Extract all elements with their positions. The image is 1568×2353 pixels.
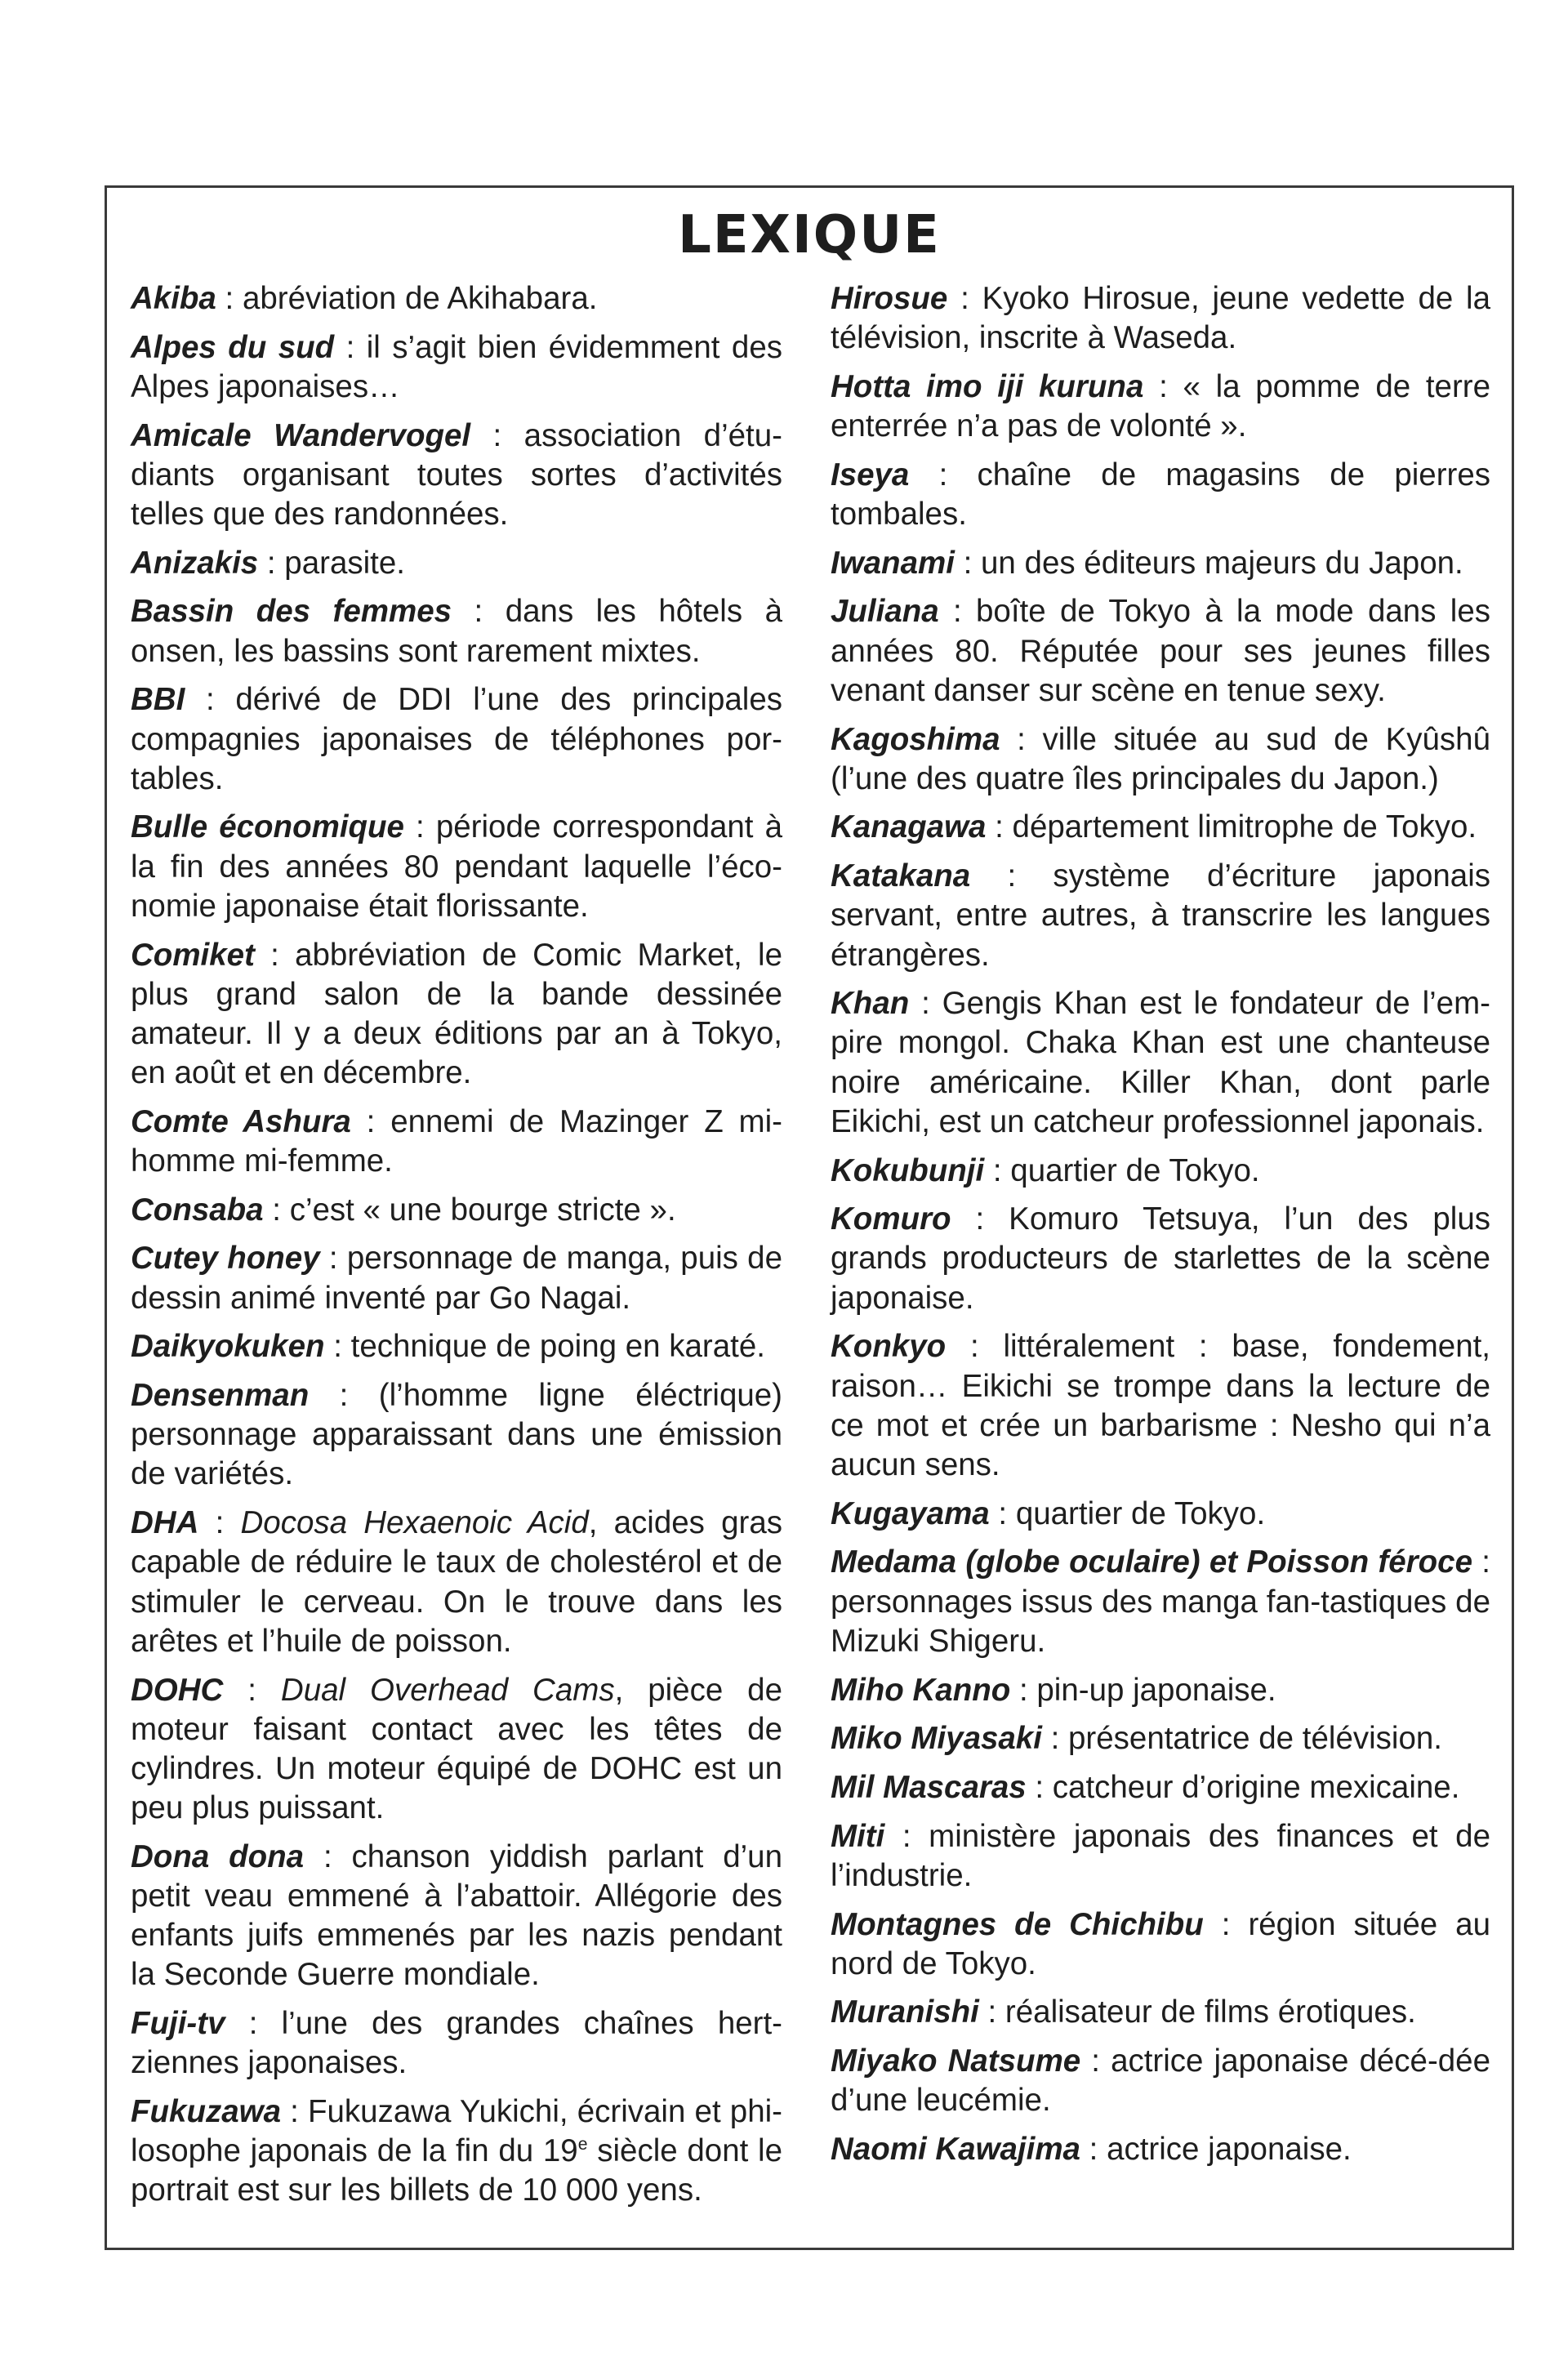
glossary-definition: abbréviation de Comic Market, le plus grand salon de la bande dessinée amateur. Il y a deux éditions par an à Tokyo, en août et en décembre. bbox=[131, 937, 783, 1091]
glossary-definition: période correspondant à la fin des années 80 pendant laquelle l’éco-nomie japonaise était florissante. bbox=[131, 809, 782, 924]
glossary-definition: système d’écriture japonais servant, entre autres, à transcrire les langues étrangères. bbox=[831, 858, 1491, 973]
separator: : bbox=[909, 457, 978, 492]
glossary-term: Bulle économique bbox=[131, 809, 404, 845]
glossary-entry bbox=[831, 1543, 1490, 1661]
glossary-term: Miho Kanno bbox=[831, 1672, 1011, 1708]
glossary-entry bbox=[831, 1327, 1490, 1485]
glossary-entry bbox=[831, 368, 1490, 446]
glossary-entry bbox=[831, 1671, 1490, 1710]
glossary-definition: ennemi de Mazinger Z mi-homme mi-femme. bbox=[131, 1103, 783, 1179]
separator: : bbox=[1143, 368, 1183, 404]
glossary-term: Miti bbox=[831, 1818, 885, 1854]
glossary-definition: abréviation de Akihabara. bbox=[242, 281, 598, 316]
separator: : bbox=[216, 281, 243, 316]
glossary-entry bbox=[131, 680, 782, 799]
right-column bbox=[831, 279, 1490, 2179]
glossary-entry bbox=[831, 1905, 1490, 1984]
separator: : bbox=[225, 2006, 282, 2042]
italic-expansion: Docosa Hexaenoic Acid bbox=[240, 1505, 589, 1541]
separator: : bbox=[951, 1201, 1009, 1237]
superscript: e bbox=[577, 2135, 588, 2155]
glossary-definition: quartier de Tokyo. bbox=[1015, 1495, 1266, 1531]
separator: : bbox=[309, 1378, 379, 1414]
glossary-term: Kanagawa bbox=[831, 809, 987, 845]
separator: : bbox=[334, 329, 367, 365]
separator: : bbox=[1026, 1769, 1053, 1805]
glossary-term: Comiket bbox=[131, 937, 255, 973]
glossary-term: Daikyokuken bbox=[131, 1329, 325, 1365]
separator: : bbox=[185, 682, 236, 718]
glossary-term: Kugayama bbox=[831, 1495, 990, 1531]
glossary-definition: parasite. bbox=[284, 545, 405, 581]
glossary-term: Comte Ashura bbox=[131, 1103, 351, 1139]
glossary-definition: région située au nord de Tokyo. bbox=[831, 1906, 1491, 1981]
separator: : bbox=[1010, 1672, 1037, 1708]
glossary-entry bbox=[831, 1152, 1490, 1191]
glossary-entry bbox=[831, 1993, 1490, 2032]
glossary-term: Mil Mascaras bbox=[831, 1769, 1027, 1805]
glossary-entry bbox=[131, 1103, 782, 1181]
separator: : bbox=[258, 545, 285, 581]
separator: : bbox=[970, 858, 1054, 894]
glossary-entry bbox=[131, 936, 782, 1094]
glossary-definition: Gengis Khan est le fondateur de l’em-pire mongol. Chaka Khan est une chanteuse noire américaine. Killer Khan, dont parle Eikichi, est un catcheur professionnel japonais. bbox=[831, 986, 1490, 1139]
glossary-definition: association d’étu-diants organisant toutes sortes d’activités telles que des randonnées. bbox=[131, 417, 782, 533]
glossary-entry bbox=[831, 808, 1490, 847]
glossary-definition: dérivé de DDI l’une des principales compagnies japonaises de téléphones por-tables. bbox=[131, 682, 782, 796]
glossary-definition: technique de poing en karaté. bbox=[350, 1329, 765, 1365]
glossary-entry bbox=[831, 544, 1490, 583]
glossary-entry bbox=[131, 1191, 782, 1230]
glossary-term: Hirosue bbox=[831, 281, 948, 316]
glossary-term: Fukuzawa bbox=[131, 2094, 281, 2130]
glossary-term: Katakana bbox=[831, 858, 971, 894]
glossary-term: Komuro bbox=[831, 1201, 951, 1237]
glossary-term: Kagoshima bbox=[831, 721, 1000, 757]
glossary-definition: personnage de manga, puis de dessin animé inventé par Go Nagai. bbox=[131, 1241, 783, 1316]
glossary-term: Alpes du sud bbox=[131, 329, 335, 365]
glossary-definition: département limitrophe de Tokyo. bbox=[1012, 809, 1477, 845]
glossary-term: Consaba bbox=[131, 1192, 264, 1228]
glossary-definition: chanson yiddish parlant d’un petit veau emmené à l’abattoir. Allégorie des enfants juifs emmenés par les nazis pendant la Seconde Guerre mondiale. bbox=[131, 1838, 782, 1993]
glossary-entry bbox=[831, 1495, 1490, 1534]
glossary-definition: , acides gras capable de réduire le taux de cholestérol et de stimuler le cerveau. On le trouve dans les arêtes et l’huile de poisson. bbox=[131, 1505, 782, 1659]
glossary-entry bbox=[831, 2042, 1490, 2120]
separator: : bbox=[280, 2094, 308, 2130]
glossary-definition: , pièce de moteur faisant contact avec les têtes de cylindres. Un moteur équipé de DOHC est un peu plus puissant. bbox=[131, 1672, 782, 1826]
glossary-entry bbox=[831, 279, 1490, 358]
glossary-entry bbox=[131, 1671, 782, 1829]
glossary-term: Naomi Kawajima bbox=[831, 2132, 1080, 2168]
glossary-definition: réalisateur de films érotiques. bbox=[1004, 1994, 1416, 2030]
glossary-definition: pin-up japonaise. bbox=[1036, 1672, 1276, 1708]
glossary-entry bbox=[831, 456, 1490, 534]
glossary-definition: chaîne de magasins de pierres tombales. bbox=[831, 457, 1491, 533]
glossary-term: Bassin des femmes bbox=[131, 594, 452, 630]
separator: : bbox=[324, 1329, 351, 1365]
glossary-definition: « la pomme de terre enterrée n’a pas de volonté ». bbox=[831, 368, 1491, 444]
separator: : bbox=[304, 1838, 352, 1874]
glossary-definition: Fukuzawa Yukichi, écrivain et phi-losophe japonais de la fin du 19 bbox=[131, 2094, 782, 2169]
glossary-entry bbox=[131, 1239, 782, 1317]
glossary-entry bbox=[131, 808, 782, 926]
glossary-term: Muranishi bbox=[831, 1994, 979, 2030]
glossary-definition: Komuro Tetsuya, l’un des plus grands producteurs de starlettes de la scène japonaise. bbox=[831, 1201, 1490, 1316]
glossary-definition: présentatrice de télévision. bbox=[1068, 1721, 1442, 1757]
separator: : bbox=[319, 1241, 347, 1277]
glossary-entry bbox=[131, 417, 782, 535]
separator: : bbox=[1000, 721, 1043, 757]
glossary-entry bbox=[831, 2130, 1490, 2169]
glossary-entry bbox=[131, 1376, 782, 1495]
glossary-entry bbox=[131, 2004, 782, 2083]
glossary-term: Juliana bbox=[831, 594, 939, 630]
separator: : bbox=[1080, 2132, 1107, 2168]
italic-expansion: Dual Overhead Cams bbox=[280, 1672, 615, 1708]
separator: : bbox=[263, 1192, 290, 1228]
glossary-definition: ville située au sud de Kyûshû (l’une des quatre îles principales du Japon.) bbox=[831, 721, 1491, 796]
glossary-entry bbox=[831, 592, 1490, 711]
glossary-entry bbox=[131, 592, 782, 671]
glossary-term: Akiba bbox=[131, 281, 216, 316]
separator: : bbox=[989, 1495, 1016, 1531]
glossary-entry bbox=[131, 544, 782, 583]
glossary-entry bbox=[831, 1200, 1490, 1318]
glossary-term: Cutey honey bbox=[131, 1241, 320, 1277]
glossary-term: Miyako Natsume bbox=[831, 2043, 1081, 2079]
glossary-entry bbox=[131, 1504, 782, 1661]
glossary-definition: littéralement : base, fondement, raison… Eikichi se trompe dans la lecture de ce mot et crée un barbarisme : Nesho qui n’a aucun sens. bbox=[831, 1329, 1490, 1482]
separator: : bbox=[350, 1103, 391, 1139]
glossary-entry bbox=[831, 984, 1490, 1142]
glossary-term: Hotta imo iji kuruna bbox=[831, 368, 1144, 404]
glossary-term: Iseya bbox=[831, 457, 910, 492]
glossary-term: Densenman bbox=[131, 1378, 310, 1414]
separator: : bbox=[938, 594, 977, 630]
glossary-term: Iwanami bbox=[831, 545, 955, 581]
glossary-definition-cont: siècle dont le portrait est sur les billets de 10 000 yens. bbox=[131, 2133, 782, 2208]
separator: : bbox=[986, 809, 1013, 845]
glossary-entry bbox=[131, 328, 782, 407]
glossary-definition: quartier de Tokyo. bbox=[1010, 1152, 1260, 1188]
glossary-definition: il s’agit bien évidemment des Alpes japonaises… bbox=[131, 329, 783, 404]
separator: : bbox=[984, 1152, 1011, 1188]
glossary-term: Kokubunji bbox=[831, 1152, 985, 1188]
separator: : bbox=[909, 986, 942, 1022]
glossary-term: BBI bbox=[131, 682, 185, 718]
glossary-term: DHA bbox=[131, 1505, 199, 1541]
separator: : bbox=[1472, 1544, 1490, 1580]
glossary-term: Montagnes de Chichibu bbox=[831, 1906, 1204, 1942]
glossary-term: Dona dona bbox=[131, 1838, 305, 1874]
glossary-entry bbox=[131, 1327, 782, 1366]
separator: : bbox=[1203, 1906, 1249, 1942]
glossary-entry bbox=[831, 1768, 1490, 1807]
separator: : bbox=[947, 281, 982, 316]
separator: : bbox=[223, 1672, 281, 1708]
glossary-definition: actrice japonaise. bbox=[1107, 2132, 1352, 2168]
separator: : bbox=[946, 1329, 1004, 1365]
left-column bbox=[131, 279, 782, 2220]
lexicon-box bbox=[105, 185, 1514, 2250]
glossary-definition: un des éditeurs majeurs du Japon. bbox=[981, 545, 1463, 581]
glossary-entry bbox=[831, 720, 1490, 799]
glossary-definition: dans les hôtels à onsen, les bassins sont rarement mixtes. bbox=[131, 594, 782, 669]
glossary-term: Medama (globe oculaire) et Poisson féroce bbox=[831, 1544, 1472, 1580]
glossary-definition: catcheur d’origine mexicaine. bbox=[1052, 1769, 1460, 1805]
glossary-definition: personnages issus des manga fan-tastiques de Mizuki Shigeru. bbox=[831, 1584, 1490, 1659]
glossary-definition: Kyoko Hirosue, jeune vedette de la télévision, inscrite à Waseda. bbox=[831, 281, 1490, 356]
glossary-definition: c’est « une bourge stricte ». bbox=[289, 1192, 676, 1228]
separator: : bbox=[470, 417, 524, 453]
glossary-definition: l’une des grandes chaînes hert-ziennes japonaises. bbox=[131, 2006, 782, 2081]
separator: : bbox=[198, 1505, 241, 1541]
separator: : bbox=[254, 937, 296, 973]
separator: : bbox=[954, 545, 982, 581]
glossary-term: DOHC bbox=[131, 1672, 224, 1708]
glossary-entry bbox=[131, 2092, 782, 2211]
glossary-definition: ministère japonais des finances et de l’industrie. bbox=[831, 1818, 1490, 1893]
glossary-entry bbox=[831, 857, 1490, 975]
separator: : bbox=[403, 809, 436, 845]
glossary-entry bbox=[131, 279, 782, 319]
separator: : bbox=[452, 594, 506, 630]
glossary-entry bbox=[831, 1719, 1490, 1758]
glossary-definition: (l’homme ligne éléctrique) personnage apparaissant dans une émission de variétés. bbox=[131, 1378, 783, 1492]
glossary-term: Konkyo bbox=[831, 1329, 947, 1365]
glossary-term: Fuji-tv bbox=[131, 2006, 225, 2042]
glossary-definition: boîte de Tokyo à la mode dans les années 80. Réputée pour ses jeunes filles venant danser sur scène en tenue sexy. bbox=[831, 594, 1490, 708]
glossary-term: Khan bbox=[831, 986, 910, 1022]
glossary-entry bbox=[831, 1817, 1490, 1896]
separator: : bbox=[1080, 2043, 1111, 2079]
page-title: LEXIQUE bbox=[678, 205, 941, 265]
separator: : bbox=[884, 1818, 929, 1854]
separator: : bbox=[978, 1994, 1005, 2030]
separator: : bbox=[1041, 1721, 1069, 1757]
glossary-term: Miko Miyasaki bbox=[831, 1721, 1042, 1757]
glossary-term: Anizakis bbox=[131, 545, 259, 581]
glossary-entry bbox=[131, 1838, 782, 1995]
glossary-definition: actrice japonaise décé-dée d’une leucémie. bbox=[831, 2043, 1490, 2119]
glossary-term: Amicale Wandervogel bbox=[131, 417, 471, 453]
